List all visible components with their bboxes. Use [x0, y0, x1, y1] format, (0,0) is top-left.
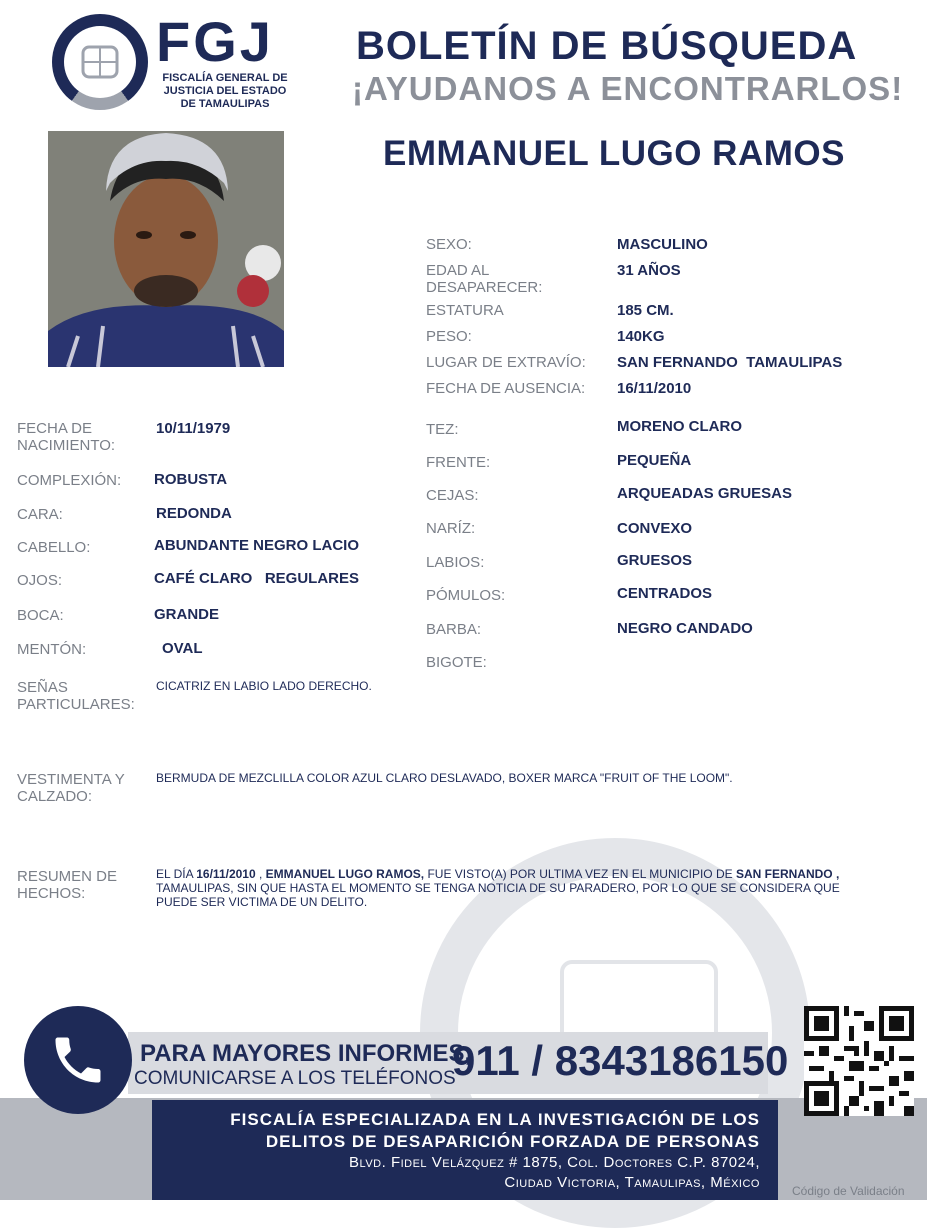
office-name-line-1: FISCALÍA ESPECIALIZADA EN LA INVESTIGACIÓN DE LOS [230, 1110, 760, 1129]
field-value-labios: GRUESOS [617, 552, 693, 569]
field-value-edad: 31 AÑOS [617, 262, 681, 279]
field-value-complexion: ROBUSTA [154, 471, 228, 488]
fgj-subtitle [158, 72, 292, 111]
field-label-ojos: OJOS: [17, 572, 63, 589]
summary-text [156, 867, 866, 909]
field-label-complexion: COMPLEXIÓN: [17, 472, 122, 489]
field-label-fecha-ausencia: FECHA DE AUSENCIA: [426, 380, 586, 397]
field-label-menton: MENTÓN: [17, 641, 87, 658]
field-value-nacimiento: 10/11/1979 [156, 420, 231, 437]
field-label-cejas: CEJAS: [426, 487, 479, 504]
field-label-frente: FRENTE: [426, 454, 491, 471]
summary-text-part-2: , [255, 867, 266, 881]
fgj-subtitle-line-2: JUSTICIA DEL ESTADO [163, 85, 287, 97]
field-value-cara: REDONDA [156, 505, 232, 522]
field-label-boca: BOCA: [17, 607, 64, 624]
office-address-line-1: Blvd. Fidel Velázquez # 1875, Col. Doctores C.P. 87024, [349, 1154, 760, 1171]
field-label-lugar: LUGAR DE EXTRAVÍO: [426, 354, 586, 371]
missing-person-photo [48, 131, 284, 367]
field-label-nariz: NARÍZ: [426, 520, 476, 537]
field-label-tez: TEZ: [426, 421, 459, 438]
phone-icon [24, 1006, 132, 1114]
fgj-acronym: FGJ [156, 10, 274, 73]
field-value-barba: NEGRO CANDADO [617, 620, 753, 637]
field-label-barba: BARBA: [426, 621, 482, 638]
field-value-menton: OVAL [162, 640, 203, 657]
fgj-subtitle-line-3: DE TAMAULIPAS [180, 98, 270, 110]
fgj-seal-icon [64, 26, 136, 98]
field-label-resumen: RESUMEN DE HECHOS: [17, 868, 118, 902]
field-label-vestimenta: VESTIMENTA Y CALZADO: [17, 771, 125, 805]
field-value-senas: CICATRIZ EN LABIO LADO DERECHO. [156, 679, 372, 693]
summary-text-part-4: TAMAULIPAS, SIN QUE HASTA EL MOMENTO SE TENGA NOTICIA DE SU PARADERO, POR LO QUE SE CONSIDERA QUE PUEDE SER VICTIMA DE UN DELITO. [156, 881, 840, 909]
summary-place: SAN FERNANDO , [735, 867, 840, 881]
field-label-cabello: CABELLO: [17, 539, 91, 556]
field-label-sexo: SEXO: [426, 236, 472, 253]
field-label-peso: PESO: [426, 328, 472, 345]
field-value-cejas: ARQUEADAS GRUESAS [617, 485, 793, 502]
summary-text-part-3: FUE VISTO(A) POR ULTIMA VEZ EN EL MUNICIPIO DE [424, 867, 736, 881]
field-value-ojos: CAFÉ CLARO REGULARES [154, 570, 360, 587]
summary-text-part-1: EL DÍA [156, 867, 197, 881]
summary-date: 16/11/2010 [196, 867, 256, 881]
bulletin-subtitle: ¡AYUDANOS A ENCONTRARLOS! [352, 70, 904, 107]
field-value-lugar: SAN FERNANDO TAMAULIPAS [617, 354, 843, 371]
phone-numbers: 911 / 8343186150 [452, 1037, 789, 1084]
field-value-boca: GRANDE [154, 606, 220, 623]
field-label-edad: EDAD AL DESAPARECER: [426, 262, 543, 296]
qr-code-icon[interactable] [804, 1006, 914, 1116]
field-value-pomulos: CENTRADOS [617, 585, 713, 602]
person-name: EMMANUEL LUGO RAMOS [383, 134, 845, 173]
field-label-senas: SEÑAS PARTICULARES: [17, 679, 135, 713]
field-label-estatura: ESTATURA [426, 302, 504, 319]
office-name-line-2: DELITOS DE DESAPARICIÓN FORZADA DE PERSONAS [265, 1132, 760, 1151]
field-label-bigote: BIGOTE: [426, 654, 487, 671]
field-value-estatura: 185 CM. [617, 302, 674, 319]
field-value-cabello: ABUNDANTE NEGRO LACIO [154, 537, 359, 554]
field-value-frente: PEQUEÑA [617, 452, 692, 469]
field-value-nariz: CONVEXO [617, 520, 693, 537]
field-value-vestimenta: BERMUDA DE MEZCLILLA COLOR AZUL CLARO DESLAVADO, BOXER MARCA "FRUIT OF THE LOOM". [156, 771, 733, 785]
field-value-tez: MORENO CLARO [617, 418, 742, 435]
summary-name: EMMANUEL LUGO RAMOS, [265, 867, 425, 881]
field-label-pomulos: PÓMULOS: [426, 587, 506, 604]
field-label-labios: LABIOS: [426, 554, 485, 571]
more-info-label: PARA MAYORES INFORMES, [140, 1040, 472, 1067]
validation-code-label: Código de Validación [792, 1184, 905, 1198]
field-label-nacimiento: FECHA DE NACIMIENTO: [17, 420, 116, 454]
field-value-fecha-ausencia: 16/11/2010 [617, 380, 692, 397]
fgj-subtitle-line-1: FISCALÍA GENERAL DE [162, 72, 288, 84]
contact-label: COMUNICARSE A LOS TELÉFONOS [134, 1068, 456, 1089]
office-address-line-2: Ciudad Victoria, Tamaulipas, México [504, 1174, 760, 1191]
bulletin-title: BOLETÍN DE BÚSQUEDA [356, 24, 858, 68]
field-label-cara: CARA: [17, 506, 63, 523]
field-value-sexo: MASCULINO [617, 236, 708, 253]
field-value-peso: 140KG [617, 328, 665, 345]
